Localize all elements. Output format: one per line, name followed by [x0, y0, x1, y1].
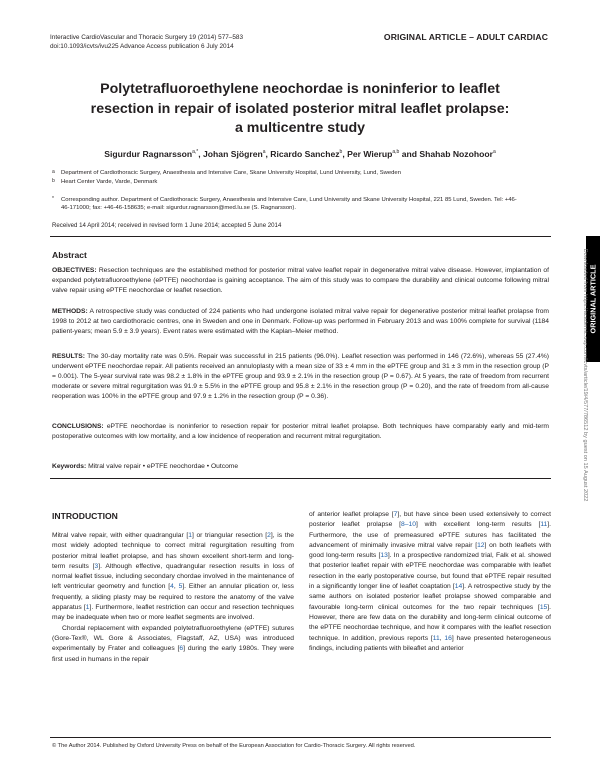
divider [50, 737, 551, 738]
paragraph-text: ]. In a prospective randomized trial, Falk et al. showed that posterior leaflet repair with ePTFE neochordae was comparable with leaflet resection in the early postoperative course, but found that ePTFE repair resulted in a significantly longer line of leaflet coaptation [ [309, 552, 551, 591]
paragraph-text: Mitral valve repair, with either quadrangular [ [52, 532, 189, 539]
journal-citation: Interactive CardioVascular and Thoracic Surgery 19 (2014) 577–583 [50, 34, 244, 41]
paragraph-text: ]. A retrospective study by the same authors on isolated posterior leaflet prolapse showed comparable and favourable long-term clinical outcomes for the two repair techniques [ [309, 583, 552, 611]
doi-line: doi:10.1093/icvts/ivu225 Advance Access publication 6 July 2014 [50, 43, 234, 50]
paragraph-text: ] during the early 1980s. They were first used in humans in the repair [52, 645, 295, 663]
copyright-footer: © The Author 2014. Published by Oxford University Press on behalf of the European Association for Cardio-Thoracic Surgery. All rights reserved. [52, 743, 416, 749]
download-note-text: Downloaded from https://academic.oup.com/icvts/article/19/4/577/786512 by guest on 15 August 2022 [582, 248, 588, 502]
intro-paragraph-1 [52, 531, 294, 624]
paragraph-text: Chordal replacement with expanded polytetrafluoroethylene (ePTFE) sutures (Gore-Tex®, WL Gore & Associates, Flagstaff, AZ, USA) was introduced experimentally by Frater and colleagues [ [52, 624, 294, 653]
affiliation-b: b Heart Center Varde, Varde, Denmark [52, 178, 158, 185]
author-2[interactable]: Johan Sjögren$^a$ [203, 149, 266, 159]
download-note [580, 210, 590, 540]
section-label: ORIGINAL ARTICLE – ADULT CARDIAC [383, 32, 548, 42]
abstract-results: RESULTS: The 30-day mortality rate was 0.5%. Repair was successful in 215 patients (96.0%). Leaflet resection was performed in 146 (72.6%), whereas 55 (27.4%) underwent ePTFE neochordae repair. All patients received an annuloplasty with a mean size of 33 ± 4 mm in the ePTFE group and 31 ± 3 mm in the resection group (P = 0.001). The 5-year survival rate was 98.2 ± 1.8% in the ePTFE group and 93.9 ± 2.1% in the resection group (P = 0.67). At 5 years, the rate of freedom from recurrent moderate or severe mitral regurgitation was 91.9 ± 5.5% in the ePTFE group and 95.8 ± 2.1% in the resection group (P = 0.20), and the rate of freedom from all-cause reoperation was 100% in the ePTFE group and 97.9 ± 1.2% in the resection group (P = 0.36). [52, 353, 549, 400]
received-dates: Received 14 April 2014; received in revised form 1 June 2014; accepted 5 June 2014 [52, 222, 282, 229]
abstract-objectives: OBJECTIVES: Resection techniques are the established method for posterior mitral valve leaflet repair in degenerative mitral valve disease. However, implantation of expanded polytetrafluoroethylene (ePTFE) neochordae is gaining acceptance. The aim of this study was to compare the durability and clinical outcome following mitral valve repair using ePTFE neochordae or leaflet resection. [52, 267, 550, 294]
paragraph-text: ]. Although effective, quadrangular resection results in loss of normal leaflet tissue, including secondary chordae involved in the maintenance of left ventricular geometry and function [ [52, 562, 294, 591]
paragraph-text: , [173, 583, 179, 591]
reference-link[interactable]: 7 [393, 511, 398, 518]
reference-link[interactable]: 2 [267, 532, 271, 539]
paragraph-text: ] with excellent long-term results [ [415, 521, 541, 529]
side-tab-label: ORIGINAL ARTICLE [588, 264, 598, 334]
reference-link[interactable]: 8–10 [401, 521, 416, 529]
reference-link[interactable]: 11 [540, 521, 548, 529]
author-list: Sigurdur Ragnarsson$^{a,*}$, Johan Sjögren$^a$, Ricardo Sanchez$^b$, Per Wierup$^{a,b}$ and Shahab Nozohoor$^a$ [104, 149, 496, 159]
intro-paragraph-3 [309, 510, 551, 654]
abstract-methods: METHODS: A retrospective study was conducted of 224 patients who had undergone isolated mitral valve repair for degenerative posterior mitral leaflet prolapse from 1998 to 2012 at two cardiothoracic centres, one in Sweden and one in Denmark. Follow-up was performed in February 2013 and was 100% complete for survival (1184 patient-years; mean 5.9 ± 3.9 years). Event rates were estimated with the Kaplan–Meier method. [52, 308, 549, 335]
article-title [70, 80, 530, 139]
reference-link[interactable]: 13 [380, 552, 388, 560]
paragraph-text: ]. However, there are few data on the durability and long-term clinical outcome of the ePTFE neochordae technique, and how it compares with the leaflet resection technique. In addition, previous reports [ [309, 603, 551, 642]
abstract-conclusions: CONCLUSIONS: ePTFE neochordae is noninferior to resection repair for posterior mitral leaflet prolapse. Both techniques have comparably early and mid-term postoperative outcomes with low mortality, and a low incidence of reoperation and recurrent mitral regurgitation. [52, 423, 549, 440]
affiliation-a: a Department of Cardiothoracic Surgery, Anaesthesia and Intensive Care, Skane University Hospital, Lund University, Lund, Sweden [52, 169, 401, 176]
title-line-1: Polytetrafluoroethylene neochordae is noninferior to leaflet [100, 81, 500, 97]
keywords: Keywords: Mitral valve repair • ePTFE neochordae • Outcome [52, 463, 239, 470]
author-3[interactable]: Ricardo Sanchez$^b$ [270, 149, 343, 159]
divider [50, 236, 551, 237]
paragraph-text: ], but have since been used extensively to correct posterior leaflet prolapse [ [309, 511, 551, 529]
title-line-3: a multicentre study [234, 120, 366, 136]
reference-link[interactable]: 15 [539, 603, 548, 611]
title-line-2: resection in repair of isolated posterior mitral leaflet prolapse: [90, 100, 510, 117]
body-column-right [309, 510, 551, 654]
reference-link[interactable]: 12 [477, 541, 485, 549]
paragraph-text: , [439, 634, 445, 642]
paragraph-text: ] or triangular resection [ [191, 532, 268, 539]
body-column-left [52, 531, 294, 665]
author-1[interactable]: Sigurdur Ragnarsson$^{a,*}$ [104, 149, 199, 159]
paragraph-text: ] on both leaflets with good long-term results [ [309, 541, 551, 560]
reference-link[interactable]: 1 [85, 604, 90, 612]
paragraph-text: of anterior leaflet prolapse [ [309, 511, 394, 518]
reference-link[interactable]: 6 [179, 645, 184, 653]
reference-link[interactable]: 11 [432, 634, 440, 642]
divider [50, 478, 551, 479]
abstract-heading: Abstract [52, 250, 87, 260]
reference-link[interactable]: 5 [178, 583, 183, 591]
reference-link[interactable]: 3 [94, 562, 99, 570]
intro-paragraph-2 [52, 624, 294, 665]
paragraph-text: ] have presented heterogeneous findings, including patients with bileaflet and anterior [309, 634, 551, 652]
corresponding-author: * Corresponding author. Department of Cardiothoracic Surgery, Anaesthesia and Intensive Care, Lund University and Skane University Hospital, 221 85 Lund, Sweden. Tel: +46-46-171000; fax: +46-46-158635; e-mail: sigurdur.ragnarsson@med.lu.se (S. Ragnarsson). [52, 196, 517, 211]
paragraph-text: ]. Furthermore, the use of premeasured ePTFE sutures has facilitated the advancement of minimally invasive mitral valve repair [ [309, 521, 551, 549]
reference-link[interactable]: 14 [454, 583, 463, 591]
introduction-heading: INTRODUCTION [52, 511, 118, 521]
paragraph-text: ], is the most widely adopted technique to correct mitral regurgitation resulting from posterior mitral leaflet prolapse, and has shown excellent short-term and long-term results [ [52, 532, 294, 570]
author-5[interactable]: Shahab Nozohoor$^a$ [419, 149, 496, 159]
reference-link[interactable]: 4 [170, 583, 174, 591]
reference-link[interactable]: 16 [444, 634, 452, 642]
journal-header [50, 33, 243, 51]
reference-link[interactable]: 1 [188, 532, 192, 539]
paragraph-text: ]. Furthermore, leaflet restriction can occur and resection techniques may be inadequate when two or more leaflet segments are involved. [52, 604, 294, 622]
paragraph-text: ]. Either an annular plication or, less frequently, a sliding plasty may be required to restore the anatomy of the valve apparatus [ [52, 583, 295, 612]
author-4[interactable]: Per Wierup$^{a,b}$ [347, 149, 400, 159]
